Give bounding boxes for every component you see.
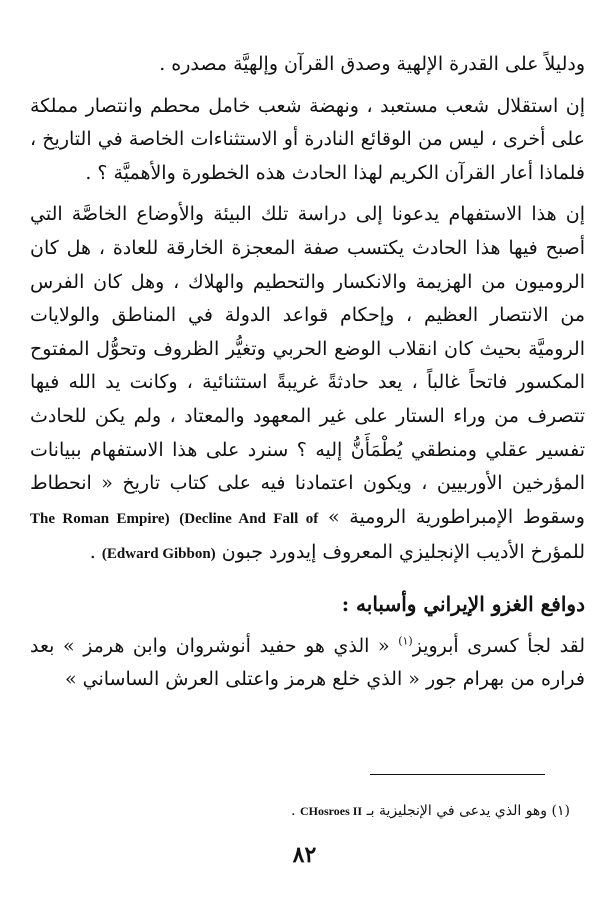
citation-author-english: (Edward Gibbon)	[101, 546, 216, 563]
footnote-marker: (١)	[551, 803, 570, 819]
footnote-reference: (١)	[398, 634, 413, 648]
citation-english-title-1: (Decline And Fall of	[179, 510, 319, 527]
page-number: ٨٢	[292, 842, 317, 868]
footnote	[130, 800, 570, 822]
paragraph-2: إن استقلال شعب مستعبد ، ونهضة شعب خامل محطم وانتصار مملكة على أخرى ، ليس من الوقائع النادرة أو الاستثناءات الخاصة في التاريخ ، فلماذا أعار القرآن الكريم لهذا الحادث هذه الخطورة والأهميَّة ؟ .	[30, 94, 585, 184]
footnote-divider	[370, 774, 545, 775]
footnote-end: .	[291, 803, 300, 819]
paragraph-1: ودليلاً على القدرة الإلهية وصدق القرآن وإلهيَّة مصدره .	[159, 53, 585, 75]
paragraph-3-text: إن هذا الاستفهام يدعونا إلى دراسة تلك البيئة والأوضاع الخاصَّة التي أصبح فيها هذا الحادث يكتسب صفة المعجزة الخارقة للعادة ، هل كان الروميون من الهزيمة والانكسار والتحطيم والهلاك ، وهل كان الفرس من الانتصار العظيم ، وإحكام قواعد الدولة في المناطق والولايات الروميَّة بحيث كان انقلاب الوضع الحربي وتغيُّر الظروف وتحوُّل المفتوح المكسور فاتحاً غالباً ، يعد حادثةً غريبةً استثنائية ، وكانت يد الله فيها تتصرف من وراء الستار على غير المعهود والمعتاد ، ولم يكن للحادث تفسير عقلي ومنطقي يُطْمَأَنُّ إليه ؟ سنرد على هذا الاستفهام ببيانات المؤرخين الأوربيين ، ويكون اعتمادنا فيه على كتاب	[30, 203, 586, 495]
footnote-text: وهو الذي يدعى في الإنجليزية بـ	[366, 803, 548, 819]
paragraph-4	[30, 630, 585, 697]
citation-author-arabic: للمؤرخ الأديب الإنجليزي المعروف إيدورد جبون	[221, 541, 585, 564]
citation-arabic-title: تاريخ « انحطاط وسقوط الإمبراطورية الرومية »	[30, 472, 585, 528]
footnote-latin-name: CHosroes II	[299, 804, 363, 818]
citation-end: .	[89, 541, 102, 564]
citation-english-title-2: The Roman Empire)	[30, 510, 170, 527]
paragraph-3	[30, 198, 585, 572]
paragraph-4-part-2: « الذي هو حفيد أنوشروان وابن هرمز » بعد فراره من بهرام جور « الذي خلع هرمز واعتلى العرش الساساني »	[30, 634, 585, 691]
section-heading: دوافع الغزو الإيراني وأسبابه :	[341, 591, 585, 616]
page-body	[30, 48, 585, 697]
paragraph-4-part-1: لقد لجأ كسرى أبرويز	[412, 634, 585, 657]
